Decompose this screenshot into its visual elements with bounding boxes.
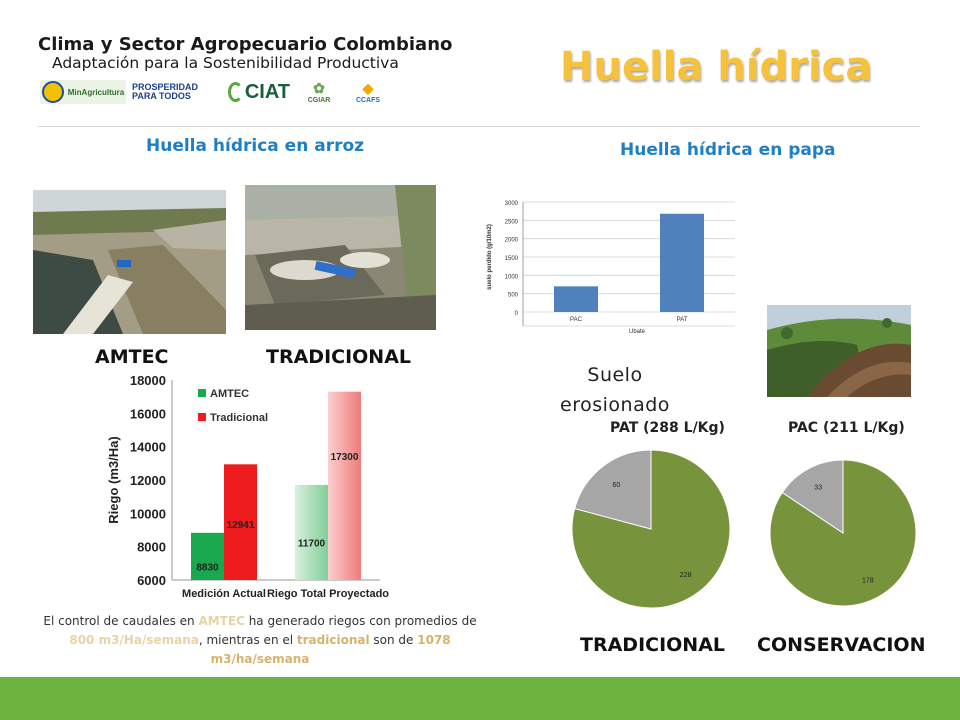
legend-label-amtec: AMTEC: [210, 388, 250, 400]
pie-title-pac: PAC (211 L/Kg): [788, 420, 905, 436]
y-tick-label: 2500: [504, 219, 518, 226]
bar-value-label: 8830: [196, 562, 219, 574]
legend-label-tradicional: Tradicional: [210, 412, 269, 424]
brand-subtitle: Adaptación para la Sostenibilidad Productiva: [52, 54, 399, 72]
conservation-label: CONSERVACION: [757, 634, 926, 656]
pie-chart-pac: [768, 458, 918, 608]
partner-logos: [40, 78, 388, 106]
bar-amtec: [295, 485, 328, 580]
y-axis-label: suelo perdido (g/10m2): [487, 224, 493, 290]
y-tick-label: 1500: [504, 256, 518, 262]
y-tick-label: 12000: [129, 473, 166, 488]
rice-irrigation-chart: [100, 368, 390, 604]
header-divider: [38, 126, 920, 127]
legend-swatch-tradicional: [198, 413, 206, 421]
brand-title: Clima y Sector Agropecuario Colombiano: [38, 34, 453, 55]
x-category-label: PAT: [676, 317, 688, 323]
cgiar-logo: ✿ CGIAR: [307, 80, 331, 104]
y-tick-label: 500: [507, 292, 518, 299]
pie-slice-label: 33: [814, 484, 823, 492]
y-tick-label: 2000: [504, 237, 518, 244]
pie-slice-label: 228: [679, 572, 692, 580]
potato-section-title: Huella hídrica en papa: [620, 140, 836, 160]
soil-loss-chart: [483, 192, 738, 338]
rice-caption: El control de caudales en AMTEC ha generado riegos con promedios de 800 m3/Ha/semana, mientras en el tradicional son de 1078 m3/ha/semana: [43, 614, 477, 666]
rice-section-title: Huella hídrica en arroz: [146, 136, 365, 156]
pie-slice-label: 178: [861, 577, 874, 585]
ccafs-logo: ◆ CCAFS: [355, 80, 381, 104]
x-axis-label: Ubate: [628, 329, 646, 335]
legend-swatch-amtec: [198, 389, 206, 397]
x-category-label: Riego Total Proyectado: [266, 588, 390, 600]
soil-bar-pac: [554, 286, 598, 312]
y-tick-label: 8000: [137, 539, 166, 555]
y-tick-label: 6000: [137, 573, 166, 588]
y-tick-label: 10000: [129, 506, 166, 522]
bar-value-label: 12941: [226, 520, 255, 532]
amtec-photo-label: AMTEC: [95, 346, 169, 368]
pie-chart-pat: [570, 448, 732, 610]
x-category-label: Medición Actual: [182, 588, 266, 600]
eroded-hill-photo: [767, 305, 911, 397]
y-axis-label: Riego (m3/Ha): [106, 436, 121, 524]
ciat-logo: CIAT: [228, 80, 290, 104]
y-tick-label: 16000: [129, 406, 166, 422]
prosperidad-logo: PROSPERIDAD PARA TODOS: [132, 82, 199, 101]
y-tick-label: 14000: [129, 439, 166, 455]
traditional-label: TRADICIONAL: [580, 634, 726, 656]
pie-slice-label: 60: [612, 481, 621, 489]
eroded-soil-label: Suelo erosionado: [560, 364, 670, 416]
minagricultura-logo: MinAgricultura: [40, 80, 126, 104]
footer-bar: [0, 677, 960, 720]
pie-title-pat: PAT (288 L/Kg): [610, 420, 725, 436]
y-tick-label: 18000: [129, 373, 166, 388]
y-tick-label: 1000: [504, 274, 518, 281]
page-title: Huella hídrica: [560, 44, 873, 90]
bar-tradicional: [328, 392, 361, 580]
amtec-field-photo: [33, 190, 226, 334]
soil-bar-pat: [660, 214, 704, 312]
y-tick-label: 3000: [504, 201, 518, 207]
bar-value-label: 17300: [330, 451, 359, 463]
bar-value-label: 11700: [297, 538, 326, 550]
y-tick-label: 0: [514, 311, 518, 317]
traditional-photo-label: TRADICIONAL: [266, 346, 412, 368]
x-category-label: PAC: [570, 317, 582, 323]
traditional-field-photo: [245, 185, 436, 330]
